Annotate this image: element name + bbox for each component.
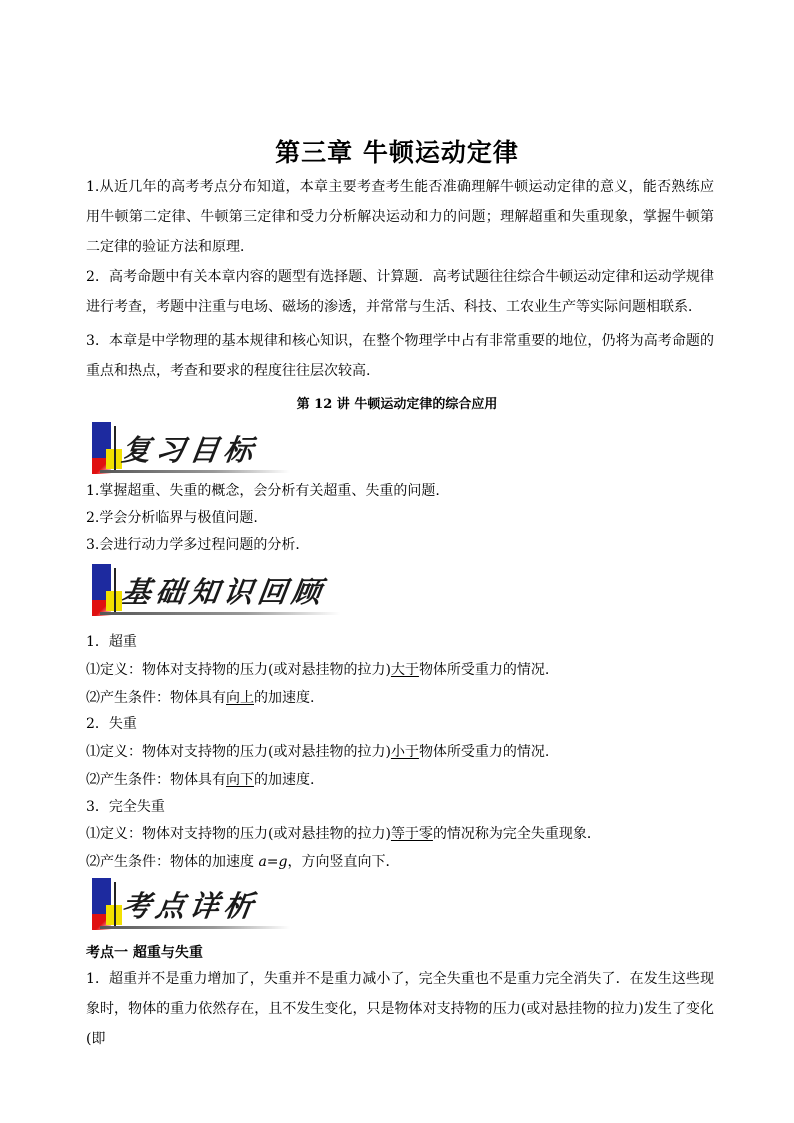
underweight-key-term: 小于 — [390, 744, 419, 760]
banner-divider — [114, 568, 116, 614]
banner-underline — [100, 612, 340, 615]
banner-key-points — [92, 878, 362, 934]
banner-divider — [114, 426, 116, 472]
overweight-heading: 1．超重 — [86, 634, 137, 650]
underweight-direction: 向下 — [226, 772, 254, 788]
weightless-condition: ⑵产生条件：物体的加速度 a=g，方向竖直向下． — [86, 854, 400, 870]
underweight-condition: ⑵产生条件：物体具有向下的加速度. — [86, 772, 315, 788]
chapter-title: 第三章 牛顿运动定律 — [275, 138, 519, 167]
overweight-direction: 向上 — [226, 690, 254, 706]
overweight-definition: ⑴定义：物体对支持物的压力(或对悬挂物的拉力)大于物体所受重力的情况. — [86, 662, 550, 678]
goal-item-1: 1.掌握超重、失重的概念，会分析有关超重、失重的问题. — [86, 483, 440, 499]
banner-underline — [100, 926, 290, 929]
kaodian-1-title: 考点一 超重与失重 — [86, 945, 203, 961]
weightless-definition: ⑴定义：物体对支持物的压力(或对悬挂物的拉力)等于零的情况称为完全失重现象． — [86, 826, 601, 842]
intro-paragraph-2: 2．高考命题中有关本章内容的题型有选择题、计算题．高考试题往往综合牛顿运动定律和运动学规律进行考查，考题中注重与电场、磁场的渗透，并常常与生活、科技、工农业生产等实际问题相联系． — [86, 269, 714, 315]
goal-item-3: 3.会进行动力学多过程问题的分析． — [86, 537, 310, 553]
underweight-definition: ⑴定义：物体对支持物的压力(或对悬挂物的拉力)小于物体所受重力的情况. — [86, 744, 550, 760]
banner-underline — [100, 470, 290, 473]
banner-title: 复习目标 — [119, 433, 261, 467]
banner-divider — [114, 882, 116, 928]
weightless-heading: 3．完全失重 — [86, 799, 165, 815]
lecture-title: 第 12 讲 牛顿运动定律的综合应用 — [296, 397, 498, 412]
intro-paragraph-1: 1.从近几年的高考考点分布知道，本章主要考查考生能否准确理解牛顿运动定律的意义，能否熟练应用牛顿第二定律、牛顿第三定律和受力分析解决运动和力的问题；理解超重和失重现象，掌握牛顿第二定律的验证方法和原理． — [86, 179, 714, 255]
banner-title: 基础知识回顾 — [119, 575, 329, 609]
overweight-condition: ⑵产生条件：物体具有向上的加速度. — [86, 690, 315, 706]
banner-title: 考点详析 — [119, 889, 261, 923]
banner-review-goals — [92, 422, 362, 478]
banner-basic-review — [92, 564, 392, 620]
kaodian-1-text: 1．超重并不是重力增加了，失重并不是重力减小了，完全失重也不是重力完全消失了．在发生这些现象时，物体的重力依然存在，且不发生变化，只是物体对支持物的压力(或对悬挂物的拉力)发生了变化(即 — [86, 971, 714, 1047]
overweight-key-term: 大于 — [390, 662, 419, 678]
underweight-heading: 2．失重 — [86, 716, 137, 732]
intro-paragraph-3: 3．本章是中学物理的基本规律和核心知识，在整个物理学中占有非常重要的地位，仍将为高考命题的重点和热点，考查和要求的程度往往层次较高. — [86, 333, 714, 379]
goal-item-2: 2.学会分析临界与极值问题. — [86, 510, 258, 526]
acceleration-formula: a=g — [258, 854, 288, 870]
weightless-key-term: 等于零 — [390, 826, 433, 842]
